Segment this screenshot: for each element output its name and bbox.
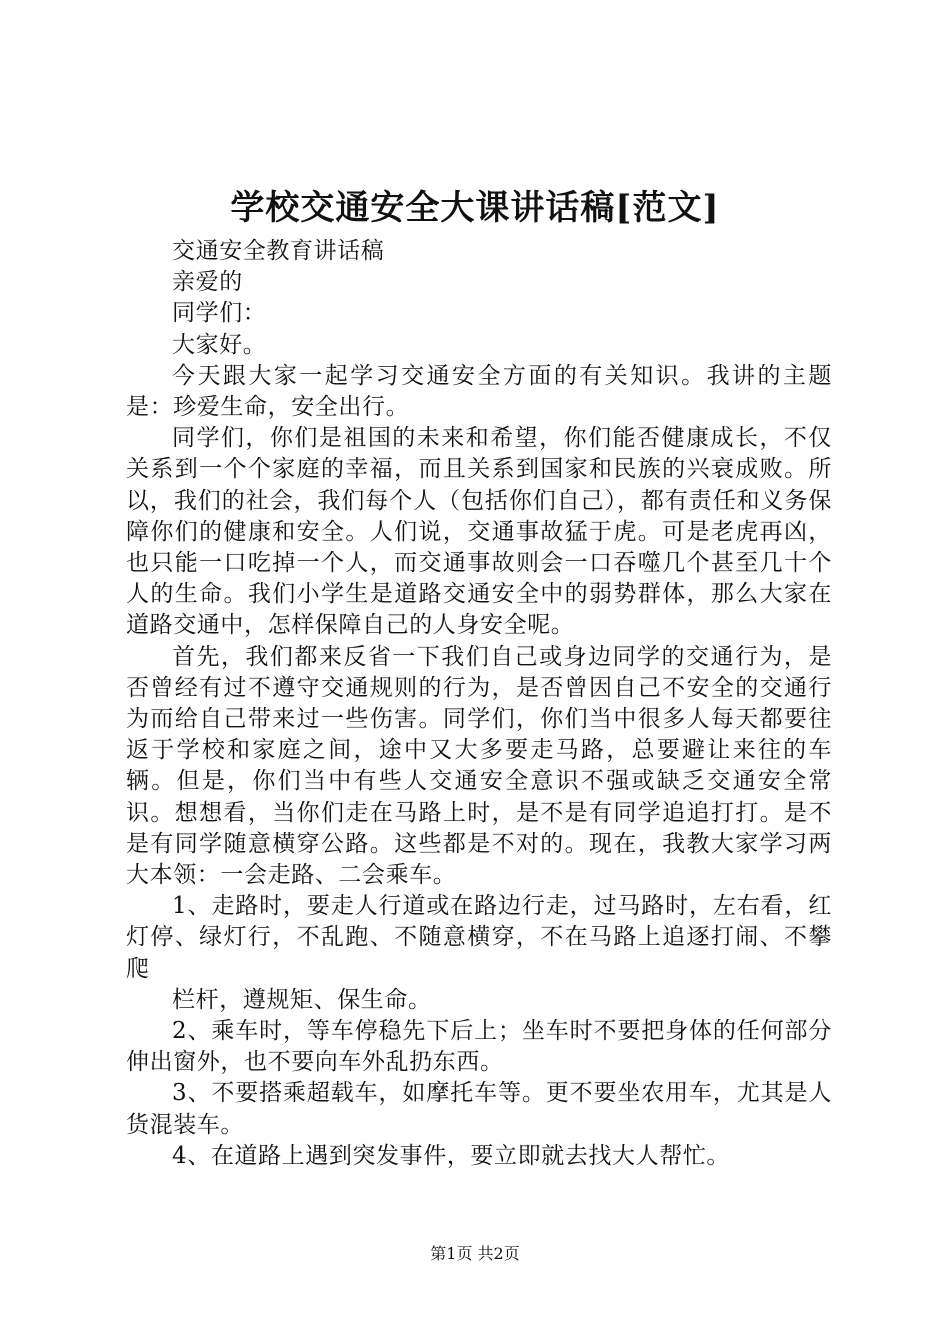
paragraph: 2、乘车时，等车停稳先下后上；坐车时不要把身体的任何部分伸出窗外，也不要向车外乱扔东西。 — [126, 1018, 832, 1076]
document-body — [126, 236, 832, 1172]
paragraph: 交通安全教育讲话稿 — [172, 238, 385, 264]
paragraph: 今天跟大家一起学习交通安全方面的有关知识。我讲的主题是：珍爱生命，安全出行。 — [126, 362, 832, 421]
paragraph: 首先，我们都来反省一下我们自己或身边同学的交通行为，是否曾经有过不遵守交通规则的行为，是否曾因自己不安全的交通行为而给自己带来过一些伤害。同学们，你们当中很多人每天都要往返于学校和家庭之间，途中又大多要走马路，总要避让来往的车辆。但是，你们当中有些人交通安全意识不强或缺乏交通安全常识。想想看，当你们走在马路上时，是不是有同学追追打打。是不是有同学随意横穿公路。这些都是不对的。现在，我教大家学习两大本领：一会走路、二会乘车。 — [126, 643, 832, 889]
paragraph: 同学们，你们是祖国的未来和希望，你们能否健康成长，不仅关系到一个个家庭的幸福，而且关系到国家和民族的兴衰成败。所以，我们的社会，我们每个人（包括你们自己），都有责任和义务保障你们的健康和安全。人们说，交通事故猛于虎。可是老虎再凶，也只能一口吃掉一个人，而交通事故则会一口吞噬几个甚至几十个人的生命。我们小学生是道路交通安全中的弱势群体，那么大家在道路交通中，怎样保障自己的人身安全呢。 — [126, 425, 832, 639]
paragraph: 同学们： — [172, 300, 267, 327]
paragraph: 1、走路时，要走人行道或在路边行走，过马路时，左右看，红灯停、绿灯行，不乱跑、不随意横穿，不在马路上追逐打闹、不攀爬 — [126, 893, 832, 982]
paragraph: 大家好。 — [172, 331, 267, 358]
paragraph: 3、不要搭乘超载车，如摩托车等。更不要坐农用车，尤其是人货混装车。 — [126, 1080, 832, 1138]
paragraph: 4、在道路上遇到突发事件，要立即就去找大人帮忙。 — [172, 1142, 731, 1169]
paragraph: 亲爱的 — [172, 269, 243, 296]
document-title: 学校交通安全大课讲话稿[范文] — [230, 188, 720, 228]
page-footer: 第1页 共2页 — [430, 1244, 520, 1263]
paragraph: 栏杆，遵规矩、保生命。 — [172, 986, 432, 1013]
